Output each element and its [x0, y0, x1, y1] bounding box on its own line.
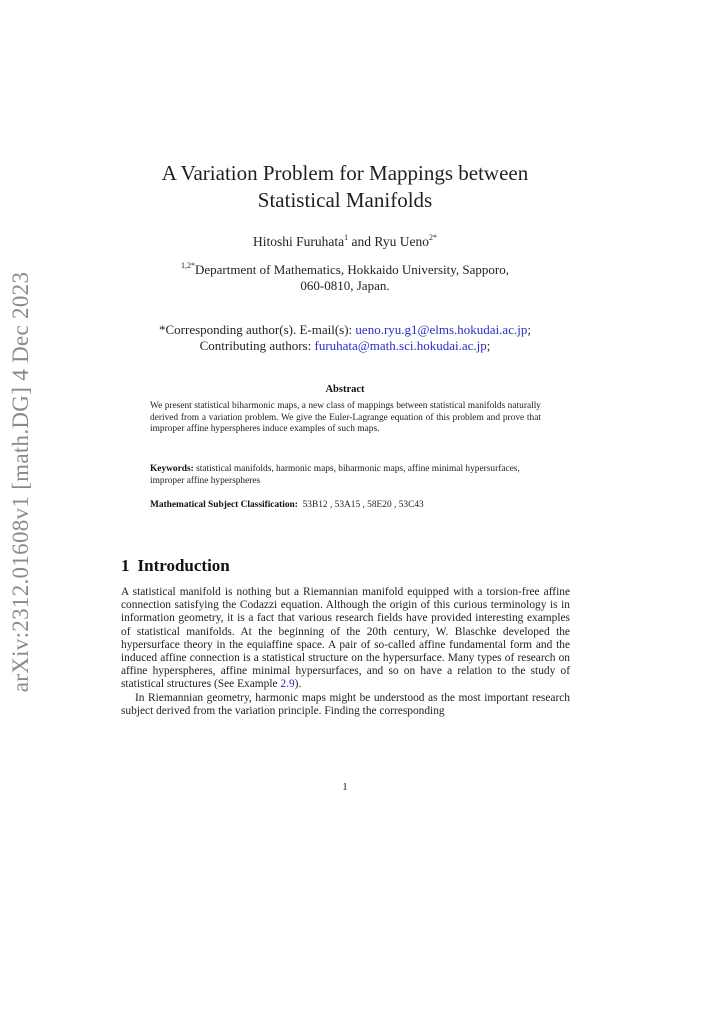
keywords — [150, 464, 541, 487]
paragraph-text: ). — [294, 678, 302, 691]
keywords-label: Keywords: — [150, 464, 194, 474]
title-line-2: Statistical Manifolds — [257, 188, 433, 212]
author-affiliation-mark: 1 — [344, 233, 349, 242]
author-name: Hitoshi Furuhata — [253, 234, 345, 249]
abstract-text: We present statistical biharmonic maps, a new class of mappings between statistical manifolds naturally derived from a variation problem. We give the Euler-Lagrange equation of this problem and prove that improper affine hyperspheres induce examples of such maps. — [150, 401, 541, 434]
punctuation: ; — [486, 338, 491, 353]
paragraph — [121, 586, 570, 692]
correspondence-info — [90, 322, 600, 354]
abstract-heading: Abstract — [325, 384, 365, 395]
subject-classification — [150, 500, 541, 510]
author-conjunction: and — [351, 234, 372, 249]
section-heading — [121, 556, 230, 576]
title-line-1: A Variation Problem for Mappings between — [161, 161, 529, 185]
paragraph: In Riemannian geometry, harmonic maps might be understood as the most important research subject derived from the variation principle. Finding the corresponding — [121, 691, 570, 717]
section-title: Introduction — [137, 556, 230, 575]
affiliation-mark: 1,2* — [181, 261, 195, 270]
section-number: 1 — [121, 556, 130, 575]
corresponding-email-link[interactable]: ueno.ryu.g1@elms.hokudai.ac.jp — [355, 322, 528, 337]
affiliation — [120, 262, 570, 294]
contributing-label: Contributing authors: — [199, 338, 312, 353]
page-number: 1 — [342, 781, 348, 793]
affiliation-line-1: Department of Mathematics, Hokkaido University, Sapporo, — [195, 262, 509, 277]
punctuation: ; — [527, 322, 531, 337]
contributing-email-link[interactable]: furuhata@math.sci.hokudai.ac.jp — [314, 338, 487, 353]
msc-codes: 53B12 , 53A15 , 58E20 , 53C43 — [302, 500, 424, 510]
msc-label: Mathematical Subject Classification: — [150, 500, 298, 510]
paper-title — [120, 160, 570, 214]
arxiv-identifier-stamp: arXiv:2312.01608v1 [math.DG] 4 Dec 2023 — [8, 271, 33, 693]
paragraph-text: A statistical manifold is nothing but a Riemannian manifold equipped with a torsion-free affine connection satisfying the Codazzi equation. Although the origin of this curious terminology is in information geometry, it is a fact that various research fields have provided interesting examples of statistical manifolds. At the beginning of the 20th century, W. Blaschke developed the hypersurface theory in the equiaffine space. A pair of so-called affine fundamental form and the induced affine connection is a statistical structure on the hypersurface. Many types of research on affine hyperspheres, affine minimal hypersurfaces, and so on have a relation to the study of statistical structures (See Example — [121, 586, 570, 691]
affiliation-line-2: 060-0810, Japan. — [300, 278, 390, 293]
corresponding-label: *Corresponding author(s). E-mail(s): — [159, 322, 353, 337]
example-reference-link[interactable]: 2.9 — [280, 678, 295, 691]
author-list — [120, 234, 570, 250]
author-name: Ryu Ueno — [374, 234, 429, 249]
author-affiliation-mark: 2* — [428, 233, 437, 242]
section-body — [121, 586, 570, 718]
keywords-text: statistical manifolds, harmonic maps, biharmonic maps, affine minimal hypersurfaces, improper affine hyperspheres — [150, 464, 520, 486]
